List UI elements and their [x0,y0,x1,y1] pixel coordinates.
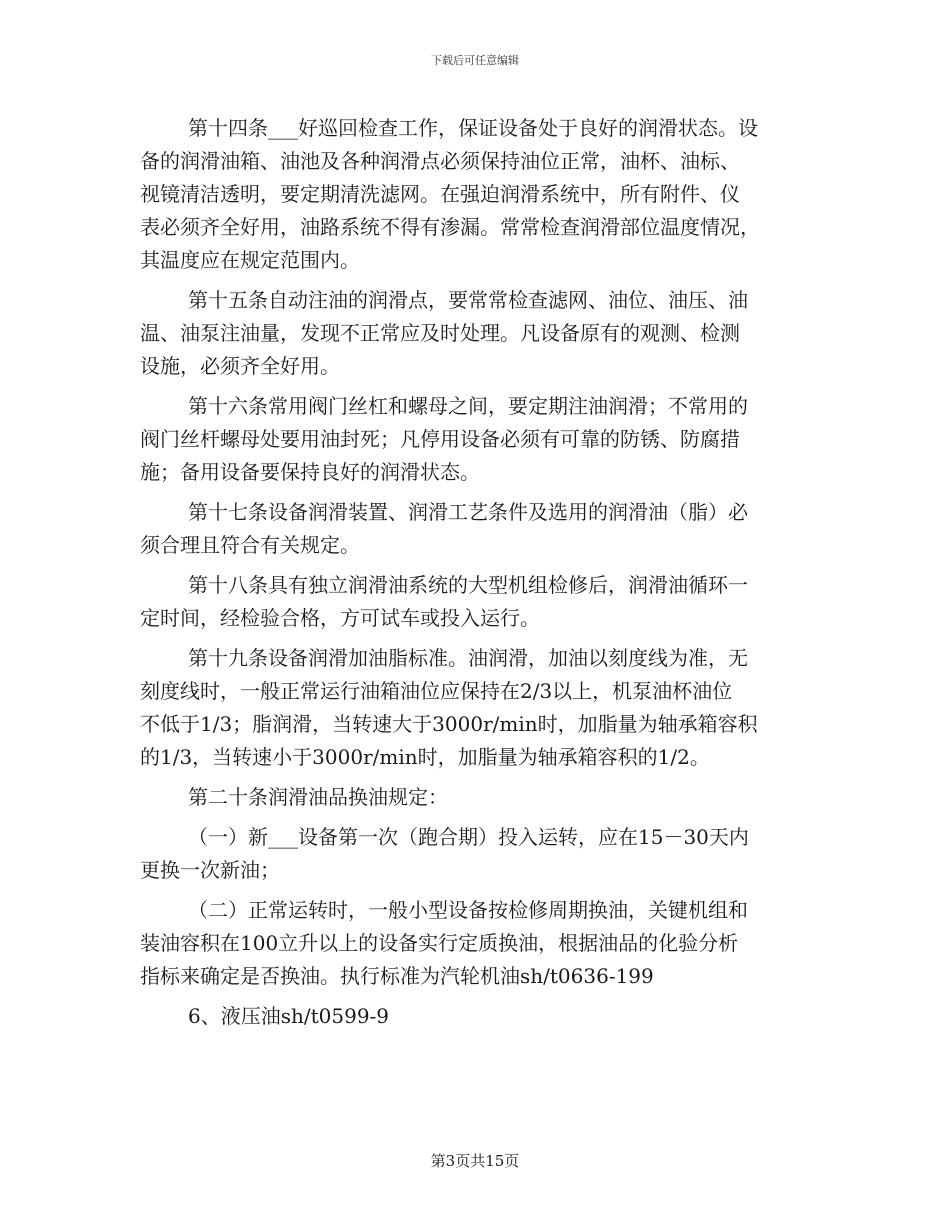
page-number: 第3页共15页 [430,1152,520,1170]
paragraph-article-18 [140,569,810,635]
text-line: 须合理且符合有关规定。 [140,533,360,557]
text-line: 设施，必须齐全好用。 [140,354,340,378]
text-line: 更换一次新油； [140,858,280,882]
page-header: 下载后可任意编辑 [431,54,519,67]
paragraph-article-14 [140,112,810,277]
paragraph-article-17 [140,496,810,562]
paragraph-hydraulic-oil [140,1000,810,1033]
text-line: 第十五条自动注油的润滑点，要常常检查滤网、油位、油压、油 [188,288,748,312]
text-line: 装油容积在100立升以上的设备实行定质换油，根据油品的化验分析 [140,931,739,955]
text-line: 施；备用设备要保持良好的润滑状态。 [140,460,480,484]
text-line: 第二十条润滑油品换油规定： [188,785,448,809]
paragraph-item-1 [140,821,810,887]
text-line: 指标来确定是否换油。执行标准为汽轮机油sh/t0636-199 [140,964,654,988]
text-line: 不低于1/3；脂润滑，当转速大于3000r/min时，加脂量为轴承箱容积 [140,712,758,736]
text-line: 第十四条___好巡回检查工作，保证设备处于良好的润滑状态。设 [188,116,758,140]
paragraph-article-15 [140,284,810,383]
text-line: 6、液压油sh/t0599-9 [188,1004,390,1028]
text-line: 第十七条设备润滑装置、润滑工艺条件及选用的润滑油（脂）必 [188,500,748,524]
paragraph-article-16 [140,390,810,489]
document-body [140,112,810,1033]
text-line: 表必须齐全好用，油路系统不得有渗漏。常常检查润滑部位温度情况， [140,215,760,239]
paragraph-article-19 [140,642,810,774]
text-line: （二）正常运转时，一般小型设备按检修周期换油，关键机组和 [188,898,748,922]
text-line: 视镜清洁透明，要定期清洗滤网。在强迫润滑系统中，所有附件、仪 [140,182,740,206]
text-line: 第十八条具有独立润滑油系统的大型机组检修后，润滑油循环一 [188,573,748,597]
paragraph-item-2 [140,894,810,993]
text-line: 第十九条设备润滑加油脂标准。油润滑，加油以刻度线为准，无 [188,646,748,670]
text-line: 刻度线时，一般正常运行油箱油位应保持在2/3以上，机泵油杯油位 [140,679,733,703]
text-line: 备的润滑油箱、油池及各种润滑点必须保持油位正常，油杯、油标、 [140,149,740,173]
text-line: 第十六条常用阀门丝杠和螺母之间，要定期注油润滑；不常用的 [188,394,748,418]
text-line: 的1/3，当转速小于3000r/min时，加脂量为轴承箱容积的1/2。 [140,745,710,769]
text-line: 定时间，经检验合格，方可试车或投入运行。 [140,606,540,630]
paragraph-article-20 [140,781,810,814]
text-line: （一）新___设备第一次（跑合期）投入运转，应在15－30天内 [188,825,749,849]
text-line: 温、油泵注油量，发现不正常应及时处理。凡设备原有的观测、检测 [140,321,740,345]
text-line: 阀门丝杆螺母处要用油封死；凡停用设备必须有可靠的防锈、防腐措 [140,427,740,451]
text-line: 其温度应在规定范围内。 [140,248,360,272]
